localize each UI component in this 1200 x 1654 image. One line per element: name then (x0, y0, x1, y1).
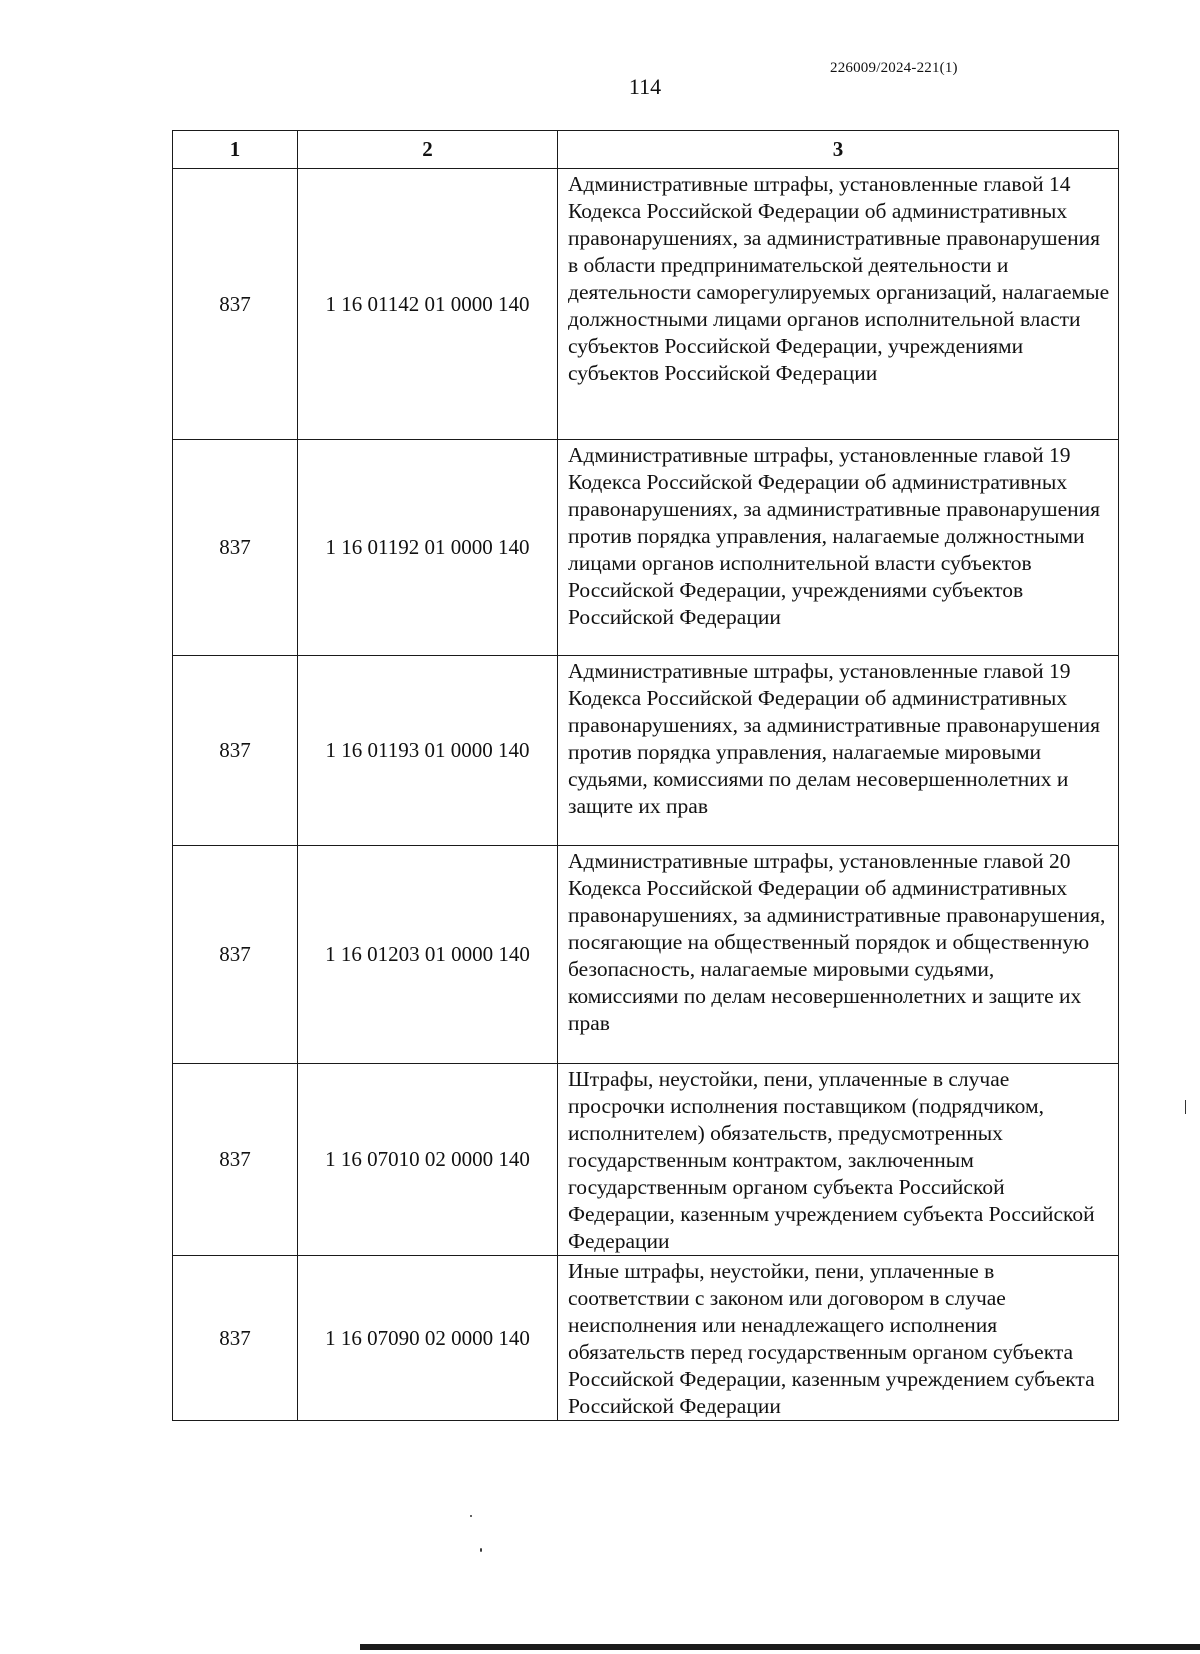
description-cell: Административные штрафы, установленные главой 14 Кодекса Российской Федерации об административных правонарушениях, за административные правонарушения в области предпринимательской деятельности и деятельности саморегулируемых организаций, налагаемые должностными лицами органов исполнительной власти субъектов Российской Федерации, учреждениями субъектов Российской Федерации (558, 169, 1119, 440)
column-header-2: 2 (298, 131, 558, 169)
scan-speck (470, 1515, 472, 1517)
table-body (173, 169, 1119, 1421)
scan-speck (1185, 1100, 1186, 1114)
admin-code-cell: 837 (173, 440, 298, 656)
budget-code-cell: 1 16 07010 02 0000 140 (298, 1064, 558, 1256)
description-cell: Штрафы, неустойки, пени, уплаченные в случае просрочки исполнения поставщиком (подрядчиком, исполнителем) обязательств, предусмотренных государственным контрактом, заключенным государственным органом субъекта Российской Федерации, казенным учреждением субъекта Российской Федерации (558, 1064, 1119, 1256)
description-cell: Иные штрафы, неустойки, пени, уплаченные в соответствии с законом или договором в случае неисполнения или ненадлежащего исполнения обязательств перед государственным органом субъекта Российской Федерации, казенным учреждением субъекта Российской Федерации (558, 1256, 1119, 1421)
column-header-1: 1 (173, 131, 298, 169)
budget-codes-table (172, 130, 1119, 1421)
admin-code-cell: 837 (173, 1064, 298, 1256)
header-row (173, 131, 1119, 169)
table-row (173, 1256, 1119, 1421)
description-cell: Административные штрафы, установленные главой 20 Кодекса Российской Федерации об административных правонарушениях, за административные правонарушения, посягающие на общественный порядок и общественную безопасность, налагаемые мировыми судьями, комиссиями по делам несовершеннолетних и защите их прав (558, 846, 1119, 1064)
table-row (173, 440, 1119, 656)
table-row (173, 656, 1119, 846)
document-number: 226009/2024-221(1) (830, 60, 958, 76)
table-row (173, 1064, 1119, 1256)
table-row (173, 169, 1119, 440)
budget-code-cell: 1 16 01203 01 0000 140 (298, 846, 558, 1064)
description-cell: Административные штрафы, установленные главой 19 Кодекса Российской Федерации об административных правонарушениях, за административные правонарушения против порядка управления, налагаемые мировыми судьями, комиссиями по делам несовершеннолетних и защите их прав (558, 656, 1119, 846)
table-row (173, 846, 1119, 1064)
admin-code-cell: 837 (173, 656, 298, 846)
budget-code-cell: 1 16 01192 01 0000 140 (298, 440, 558, 656)
admin-code-cell: 837 (173, 1256, 298, 1421)
budget-code-cell: 1 16 07090 02 0000 140 (298, 1256, 558, 1421)
scan-speck (480, 1548, 482, 1552)
scan-bottom-edge (360, 1644, 1200, 1650)
description-cell: Административные штрафы, установленные главой 19 Кодекса Российской Федерации об административных правонарушениях, за административные правонарушения против порядка управления, налагаемые должностными лицами органов исполнительной власти субъектов Российской Федерации, учреждениями субъектов Российской Федерации (558, 440, 1119, 656)
page-number: 114 (628, 74, 662, 99)
budget-code-cell: 1 16 01193 01 0000 140 (298, 656, 558, 846)
table-header (173, 131, 1119, 169)
admin-code-cell: 837 (173, 846, 298, 1064)
admin-code-cell: 837 (173, 169, 298, 440)
column-header-3: 3 (558, 131, 1119, 169)
budget-code-cell: 1 16 01142 01 0000 140 (298, 169, 558, 440)
